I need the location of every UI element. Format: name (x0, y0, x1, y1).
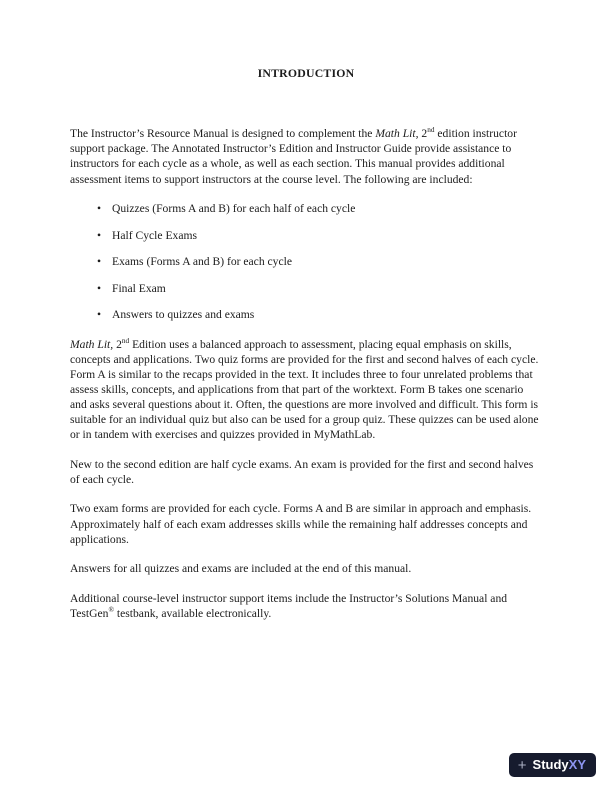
included-items-list (70, 201, 542, 322)
list-item (97, 254, 542, 269)
bullet-icon: • (97, 281, 102, 295)
list-item (97, 307, 542, 322)
plus-icon: + (517, 756, 527, 774)
intro-text-rest: edition instructor support package. The Annotated Instructor’s Edition and Instructor Guide provide assistance to instructors for each cycle as a whole, as well as each section. This manual provides additional assessment items to support instructors at the course level. The following are included: (70, 127, 517, 186)
edition-ordinal-superscript: nd (121, 336, 130, 346)
exam-forms-paragraph: Two exam forms are provided for each cycle. Forms A and B are similar in approach and emphasis. Approximately half of each exam addresses skills while the remaining half addresses concepts and applications. (70, 502, 532, 546)
support-text-rest: testbank, available electronically. (114, 606, 272, 620)
intro-text-pre: The Instructor’s Resource Manual is designed to complement the (70, 127, 376, 141)
intro-paragraph (70, 126, 542, 186)
book-title-italic: Math Lit, (70, 337, 114, 351)
edition-ordinal-superscript: nd (427, 125, 435, 135)
logo-text-study: Study (532, 756, 569, 772)
bullet-icon: • (97, 228, 102, 242)
edition-number: 2 (418, 127, 428, 141)
additional-support-paragraph (70, 591, 542, 621)
list-item-text: Exams (Forms A and B) for each cycle (112, 255, 292, 269)
list-item (97, 281, 542, 296)
registered-trademark-superscript: ® (108, 604, 115, 614)
logo-text-xy: XY (568, 756, 586, 772)
studyxy-logo-badge (509, 753, 596, 777)
assessment-text-rest: Edition uses a balanced approach to assessment, placing equal emphasis on skills, concepts and applications. Two quiz forms are provided for the first and second halves of each cycle. Form A is similar to the recaps provided in the text. It includes three to four unrelated problems that assess skills, concepts, and applications from that part of the worktext. Form B takes one scenario and asks several questions about it. Often, the questions are more involved and difficult. This form is suitable for an individual quiz but also can be used for a group quiz. These quizzes can be used alone or in tandem with exercises and quizzes provided in MyMathLab. (70, 337, 539, 442)
edition-number: 2 (113, 337, 122, 351)
assessment-approach-paragraph (70, 337, 542, 442)
list-item-text: Answers to quizzes and exams (112, 308, 255, 322)
list-item-text: Quizzes (Forms A and B) for each half of each cycle (112, 202, 356, 216)
bullet-icon: • (97, 202, 102, 216)
book-title-italic: Math Lit, (375, 127, 419, 141)
half-cycle-exams-paragraph: New to the second edition are half cycle exams. An exam is provided for the first and second halves of each cycle. (70, 457, 534, 486)
bullet-icon: • (97, 255, 102, 269)
list-item (97, 201, 542, 216)
support-text-pre: Additional course-level instructor support items include the Instructor’s Solutions Manual and TestGen (70, 591, 508, 620)
bullet-icon: • (97, 308, 102, 322)
page-title: INTRODUCTION (257, 66, 355, 80)
list-item-text: Half Cycle Exams (112, 228, 197, 242)
answers-paragraph: Answers for all quizzes and exams are included at the end of this manual. (70, 562, 412, 576)
list-item-text: Final Exam (112, 281, 166, 295)
list-item (97, 228, 542, 243)
